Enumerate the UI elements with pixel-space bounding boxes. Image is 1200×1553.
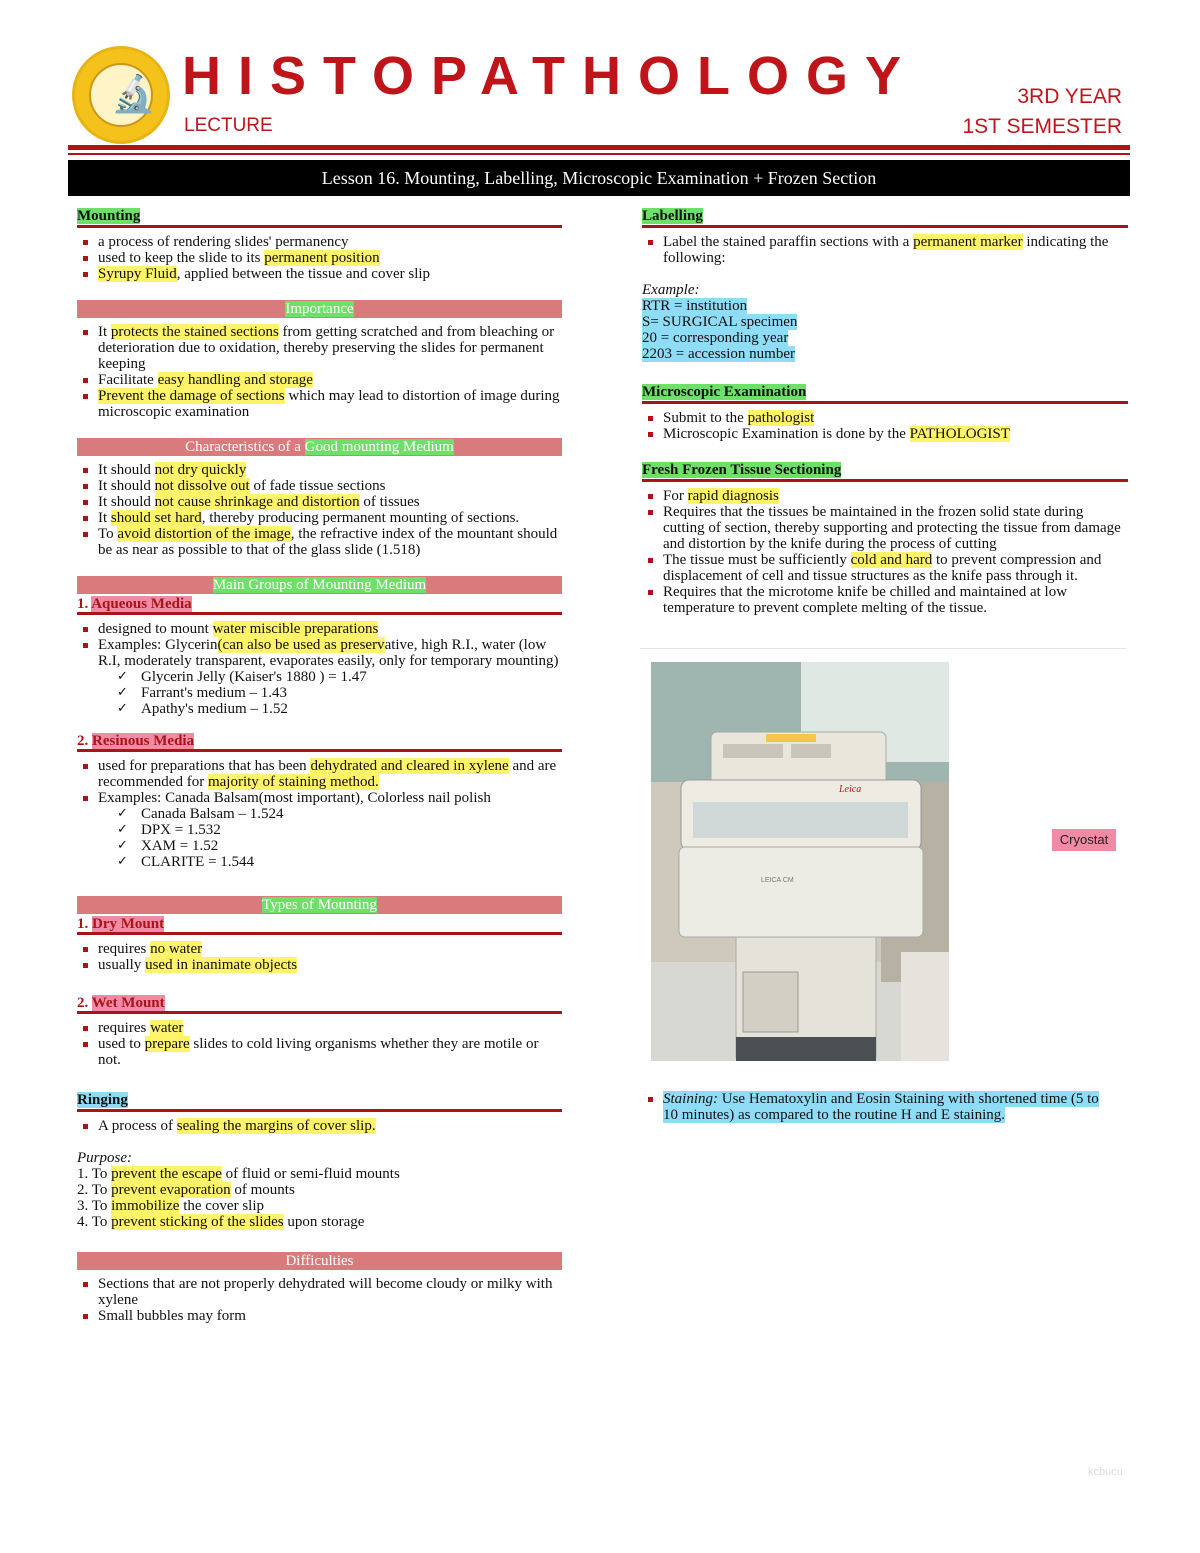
section-heading: Fresh Frozen Tissue Sectioning	[642, 462, 1128, 482]
logo-seal	[89, 63, 156, 127]
dry-mount-heading: 1. Dry Mount	[77, 916, 562, 935]
check-item: ✓ CLARITE = 1.544	[117, 854, 562, 870]
check-item: ✓ Canada Balsam – 1.524	[117, 806, 562, 822]
leica-logo: Leica	[839, 784, 862, 795]
header-rule	[68, 145, 1130, 150]
list-item: designed to mount water miscible preparations	[77, 621, 562, 637]
check-item: ✓ Farrant's medium – 1.43	[117, 685, 562, 701]
purpose-item: 2. To prevent evaporation of mounts	[77, 1182, 295, 1198]
wet-mount-heading: 2. Wet Mount	[77, 995, 562, 1014]
list-item: used to keep the slide to its permanent position	[77, 250, 562, 266]
resinous-section	[77, 733, 562, 870]
list-item: Prevent the damage of sections which may lead to distortion of image during microscopic examination	[77, 388, 562, 420]
lesson-title: Lesson 16. Mounting, Labelling, Microscopic Examination + Frozen Section	[68, 160, 1130, 196]
list-item: Examples: Glycerin(can also be used as preservative, high R.I., water (low R.I, moderately transparent, evaporates easily, only for temporary mounting)	[77, 637, 562, 669]
watermark: kcbucu	[1088, 1466, 1123, 1478]
list-item: requires water	[77, 1020, 562, 1036]
list-item: Label the stained paraffin sections with a permanent marker indicating the following:	[642, 234, 1128, 266]
header-rule-thin	[68, 153, 1130, 155]
difficulties-section	[77, 1252, 562, 1324]
subsection-heading: Main Groups of Mounting Medium	[77, 576, 562, 594]
section-heading: Microscopic Examination	[642, 384, 1128, 404]
section-heading: Ringing	[77, 1092, 562, 1112]
example-label: Example:	[642, 282, 700, 298]
list-item: Examples: Canada Balsam(most important), Colorless nail polish	[77, 790, 562, 806]
purpose-item: 1. To prevent the escape of fluid or semi-fluid mounts	[77, 1166, 400, 1182]
types-section	[77, 896, 562, 973]
list-item: It protects the stained sections from getting scratched and from bleaching or deterioration due to oxidation, thereby preserving the slides for permanent keeping	[77, 324, 562, 372]
characteristics-list	[77, 462, 562, 558]
importance-section	[77, 300, 562, 420]
list-item: used to prepare slides to cold living organisms whether they are motile or not.	[77, 1036, 562, 1068]
list-item: To avoid distortion of the image, the refractive index of the mountant should be as near as possible to that of the glass slide (1.518)	[77, 526, 562, 558]
list-item: The tissue must be sufficiently cold and hard to prevent compression and displacement of cell and tissue structures as the knife pass through it.	[642, 552, 1128, 584]
list-item: Syrupy Fluid, applied between the tissue and cover slip	[77, 266, 562, 282]
list-item: Microscopic Examination is done by the PATHOLOGIST	[642, 426, 1128, 442]
left-column	[77, 208, 562, 1342]
difficulties-list	[77, 1276, 562, 1324]
semester-label: 1ST SEMESTER	[962, 115, 1122, 138]
list-item: used for preparations that has been dehydrated and cleared in xylene and are recommended for majority of staining method.	[77, 758, 562, 790]
check-item: ✓ XAM = 1.52	[117, 838, 562, 854]
check-item: ✓ DPX = 1.532	[117, 822, 562, 838]
microscopic-list	[642, 410, 1128, 442]
list-item: usually used in inanimate objects	[77, 957, 562, 973]
year-semester	[963, 82, 1123, 142]
section-heading: Mounting	[77, 208, 562, 228]
aqueous-examples	[77, 669, 562, 717]
resinous-heading: 2. Resinous Media	[77, 733, 562, 752]
purpose-item: 3. To immobilize the cover slip	[77, 1198, 264, 1214]
labelling-list	[642, 234, 1128, 266]
list-item: Sections that are not properly dehydrated will become cloudy or milky with xylene	[77, 1276, 562, 1308]
list-item: Submit to the pathologist	[642, 410, 1128, 426]
cryostat-photo	[651, 662, 949, 1061]
list-item: A process of sealing the margins of cover slip.	[77, 1118, 562, 1134]
ringing-list	[77, 1118, 562, 1134]
dry-mount-list	[77, 941, 562, 973]
subsection-heading: Characteristics of a Good mounting Medium	[77, 438, 562, 456]
example-item: RTR = institution	[642, 298, 748, 314]
groups-section	[77, 576, 562, 717]
list-item: It should not cause shrinkage and distortion of tissues	[77, 494, 562, 510]
aqueous-list	[77, 621, 562, 669]
labelling-section	[642, 208, 1128, 362]
mounting-list	[77, 234, 562, 282]
resinous-list	[77, 758, 562, 806]
staining-note	[642, 1091, 1112, 1123]
subsection-heading: Importance	[77, 300, 562, 318]
microscope-icon: 🔬	[111, 74, 156, 115]
example-item: 20 = corresponding year	[642, 330, 789, 346]
list-item: It should not dry quickly	[77, 462, 562, 478]
list-item: Small bubbles may form	[77, 1308, 562, 1324]
purpose-item: 4. To prevent sticking of the slides upon storage	[77, 1214, 365, 1230]
microscopic-section	[642, 384, 1128, 442]
list-item: a process of rendering slides' permanency	[77, 234, 562, 250]
right-column	[642, 208, 1128, 634]
characteristics-section	[77, 438, 562, 558]
purpose-label: Purpose:	[77, 1150, 132, 1166]
wet-mount-list	[77, 1020, 562, 1068]
frozen-list	[642, 488, 1128, 616]
list-item: Requires that the microtome knife be chilled and maintained at low temperature to prevent complete melting of the tissue.	[642, 584, 1128, 616]
model-label: LEICA CM	[761, 877, 794, 884]
mounting-section	[77, 208, 562, 282]
list-item: Facilitate easy handling and storage	[77, 372, 562, 388]
cryostat-caption: Cryostat	[1052, 829, 1116, 851]
check-item: ✓ Glycerin Jelly (Kaiser's 1880 ) = 1.47	[117, 669, 562, 685]
page-title: HISTOPATHOLOGY	[182, 46, 919, 106]
aqueous-heading: 1. Aqueous Media	[77, 596, 562, 615]
importance-list	[77, 324, 562, 420]
wet-mount-section	[77, 995, 562, 1068]
list-item: It should set hard, thereby producing permanent mounting of sections.	[77, 510, 562, 526]
year-label: 3RD YEAR	[1017, 85, 1122, 108]
example-item: S= SURGICAL specimen	[642, 314, 798, 330]
frozen-section	[642, 462, 1128, 616]
staining-list	[642, 1091, 1112, 1123]
resinous-examples	[77, 806, 562, 870]
check-item: ✓ Apathy's medium – 1.52	[117, 701, 562, 717]
list-item: It should not dissolve out of fade tissue sections	[77, 478, 562, 494]
list-item: For rapid diagnosis	[642, 488, 1128, 504]
cryostat-illustration	[651, 662, 949, 1061]
page-subtitle: LECTURE	[184, 115, 273, 136]
subsection-heading: Difficulties	[77, 1252, 562, 1270]
list-item: Staining: Use Hematoxylin and Eosin Staining with shortened time (5 to 10 minutes) as compared to the routine H and E staining.	[642, 1091, 1112, 1123]
ringing-section	[77, 1092, 562, 1230]
list-item: requires no water	[77, 941, 562, 957]
divider	[640, 648, 1126, 649]
section-heading: Labelling	[642, 208, 1128, 228]
school-logo	[72, 46, 170, 144]
example-item: 2203 = accession number	[642, 346, 796, 362]
list-item: Requires that the tissues be maintained in the frozen solid state during cutting of section, thereby supporting and protecting the tissue from damage and distortion by the knife during the process of cutting	[642, 504, 1128, 552]
subsection-heading: Types of Mounting	[77, 896, 562, 914]
